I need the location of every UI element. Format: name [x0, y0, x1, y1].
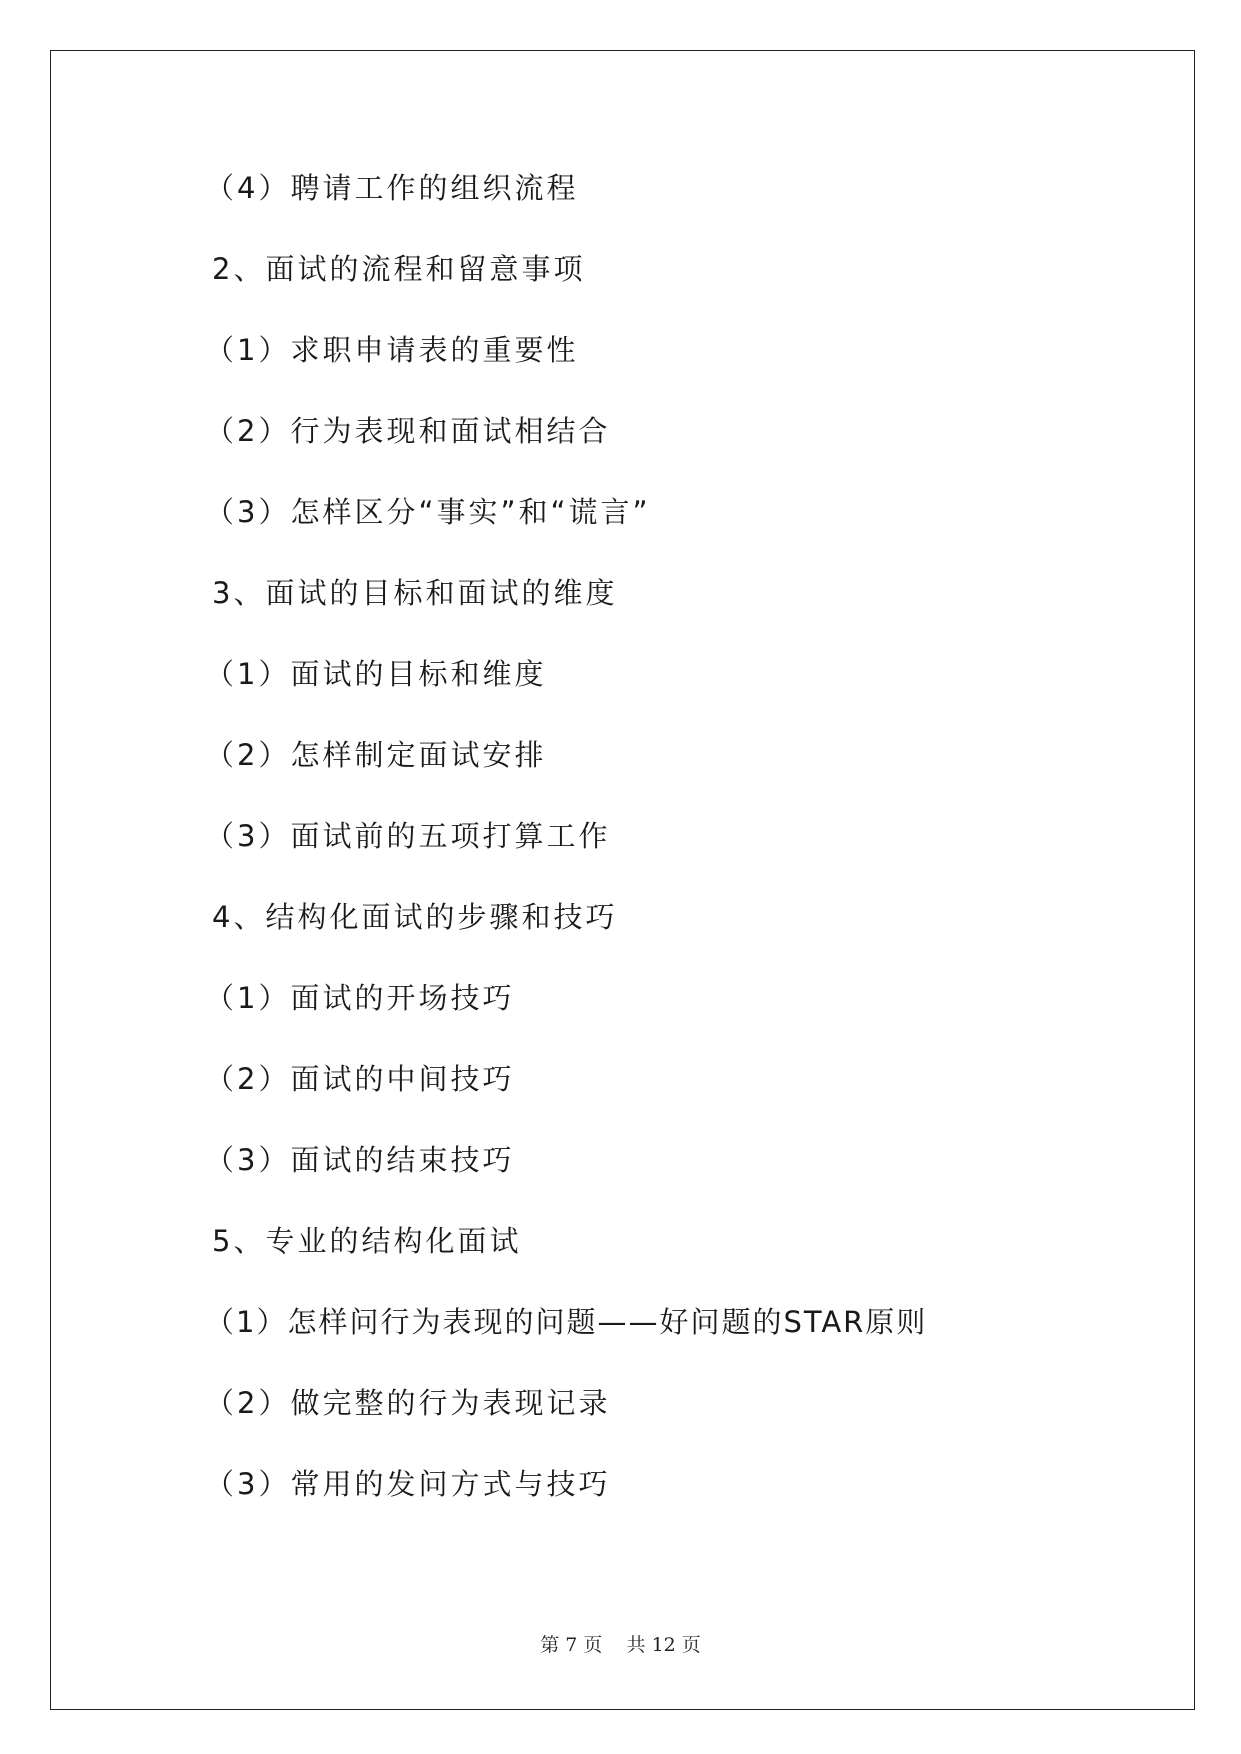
outline-subitem: （3）面试前的五项打算工作 [205, 819, 611, 853]
outline-subitem: （2）面试的中间技巧 [205, 1062, 515, 1096]
outline-subitem: （1）求职申请表的重要性 [205, 333, 579, 367]
page-number-footer: 第 7 页 共 12 页 [540, 1634, 701, 1656]
outline-subitem: （2）怎样制定面试安排 [205, 738, 547, 772]
outline-subitem: （3）面试的结束技巧 [205, 1143, 515, 1177]
outline-subitem: （1）怎样问行为表现的问题——好问题的STAR原则 [205, 1305, 928, 1339]
outline-subitem: （2）做完整的行为表现记录 [205, 1386, 611, 1420]
outline-subitem: （3）怎样区分“事实”和“谎言” [205, 495, 651, 529]
outline-section-heading: 5、专业的结构化面试 [212, 1224, 522, 1258]
outline-section-heading: 4、结构化面试的步骤和技巧 [212, 900, 618, 934]
outline-subitem: （4）聘请工作的组织流程 [205, 171, 579, 205]
outline-subitem: （3）常用的发问方式与技巧 [205, 1467, 611, 1501]
outline-subitem: （2）行为表现和面试相结合 [205, 414, 611, 448]
outline-subitem: （1）面试的开场技巧 [205, 981, 515, 1015]
outline-subitem: （1）面试的目标和维度 [205, 657, 547, 691]
outline-section-heading: 3、面试的目标和面试的维度 [212, 576, 618, 610]
page-border [50, 50, 1195, 1710]
outline-section-heading: 2、面试的流程和留意事项 [212, 252, 586, 286]
